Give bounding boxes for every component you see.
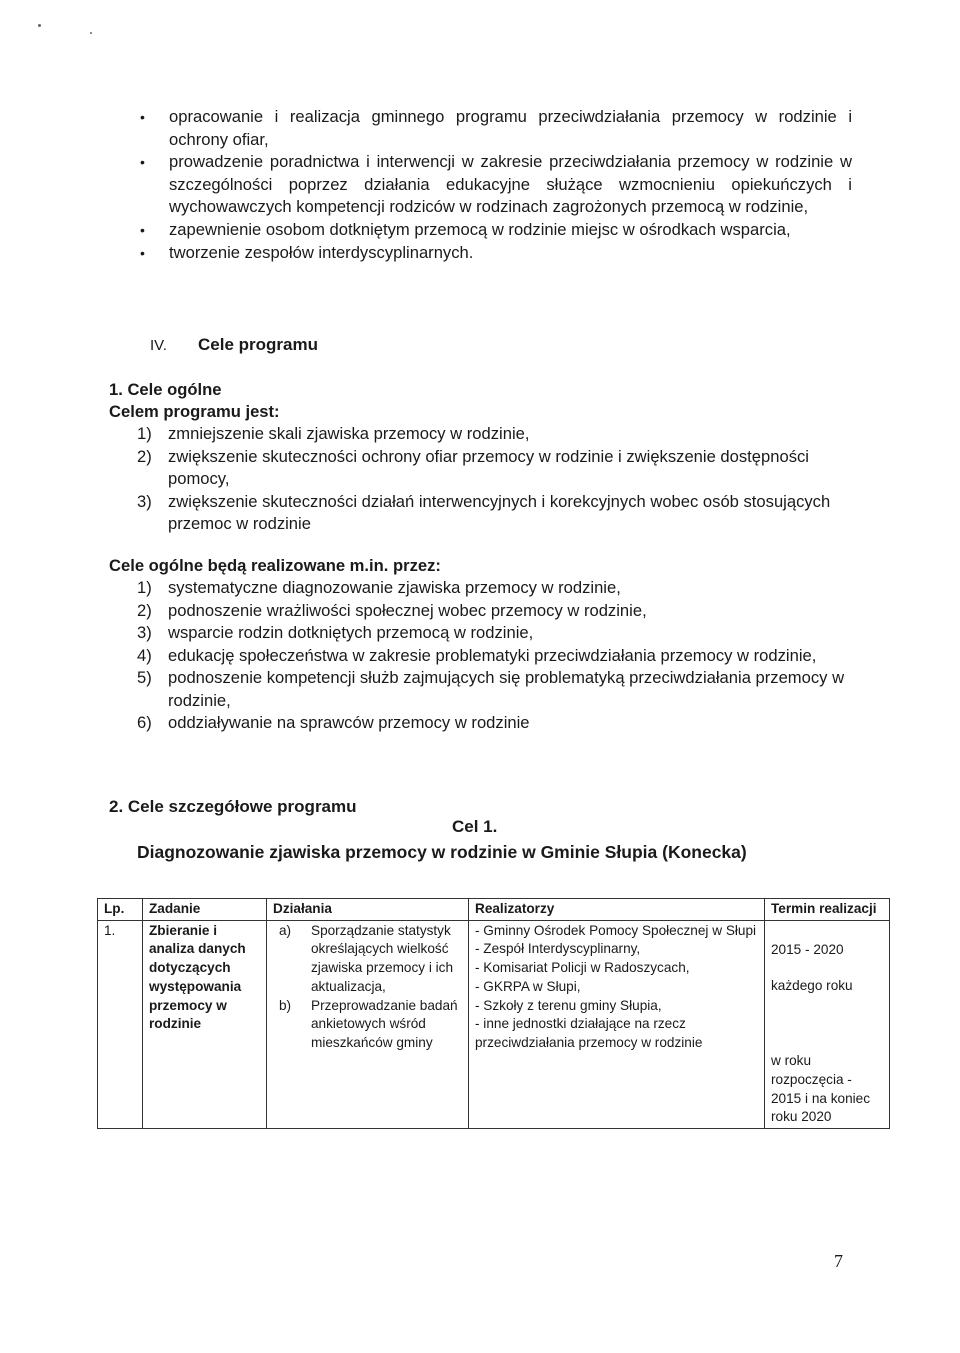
term-note: w roku rozpoczęcia - 2015 i na koniec roku 2020 xyxy=(771,1053,871,1125)
page-number: 7 xyxy=(834,1251,843,1271)
header-task: Zadanie xyxy=(143,899,267,921)
action-text: Sporządzanie statystyk określających wielkość zjawiska przemocy i ich aktualizacja, xyxy=(311,922,454,994)
executor-item: - Komisariat Policji w Radoszycach, xyxy=(475,960,690,976)
item-number: 1) xyxy=(137,424,152,443)
item-number: 5) xyxy=(137,668,152,687)
action-text: Przeprowadzanie badań ankietowych wśród mieszkańców gminy xyxy=(311,997,458,1050)
scan-speck xyxy=(38,24,41,27)
goal-title: Cel 1. xyxy=(452,817,498,836)
list-item xyxy=(109,645,849,668)
header-actions: Działania xyxy=(267,899,469,921)
item-text: zmniejszenie skali zjawiska przemocy w rodzinie, xyxy=(168,424,530,443)
cell-actions xyxy=(267,920,469,1128)
term-range: 2015 - 2020 xyxy=(771,941,844,957)
action-letter: a) xyxy=(279,922,292,938)
item-text: podnoszenie kompetencji służb zajmujących się problematyką przeciwdziałania przemocy w rodzinie, xyxy=(168,668,845,710)
executor-item: - inne jednostki działające na rzecz przeciwdziałania przemocy w rodzinie xyxy=(475,1016,703,1050)
list-item xyxy=(109,446,849,491)
executor-item: - Gminny Ośrodek Pomocy Społecznej w Słupi xyxy=(475,922,757,938)
list-item xyxy=(109,667,849,712)
header-lp: Lp. xyxy=(98,899,143,921)
bullet-item: • prowadzenie poradnictwa i interwencji w zakresie przeciwdziałania przemocy w rodzinie w szczególności poprzez działania edukacyjne służące wzmocnieniu opiekuńczych i wychowawczych kompetencji rodziców w rodzinach zagrożonych przemocą w rodzinie, xyxy=(140,151,852,219)
general-subheading: Celem programu jest: xyxy=(109,402,280,421)
executor-item: - Zespół Interdyscyplinarny, xyxy=(475,941,641,957)
section-heading xyxy=(150,335,318,355)
list-item xyxy=(109,491,849,536)
cell-term xyxy=(765,920,890,1128)
list-item xyxy=(109,600,849,623)
item-text: zwiększenie skuteczności działań interwencyjnych i korekcyjnych wobec osób stosujących przemoc w rodzinie xyxy=(168,491,831,533)
item-text: edukację społeczeństwa w zakresie problematyki przeciwdziałania przemocy w rodzinie, xyxy=(168,645,817,665)
item-text: podnoszenie wrażliwości społecznej wobec przemocy w rodzinie, xyxy=(168,600,647,620)
item-number: 2) xyxy=(137,446,152,466)
specific-heading: 2. Cele szczegółowe programu xyxy=(109,797,357,816)
general-goals xyxy=(109,379,849,536)
bullet-item: • tworzenie zespołów interdyscyplinarnych. xyxy=(140,242,852,265)
executor-item: - GKRPA w Słupi, xyxy=(475,978,581,994)
item-number: 2) xyxy=(137,600,152,620)
action-item xyxy=(273,997,462,1053)
bullet-item: • opracowanie i realizacja gminnego programu przeciwdziałania przemocy w rodzinie i ochrony ofiar, xyxy=(140,106,852,151)
cell-task: Zbieranie i analiza danych dotyczących występowania przemocy w rodzinie xyxy=(143,920,267,1128)
item-number: 3) xyxy=(137,491,152,511)
list-item xyxy=(109,423,849,446)
header-executors: Realizatorzy xyxy=(469,899,765,921)
item-text: oddziaływanie na sprawców przemocy w rodzinie xyxy=(168,713,530,732)
item-number: 6) xyxy=(137,713,152,732)
list-item xyxy=(109,577,849,600)
executor-item: - Szkoły z terenu gminy Słupia, xyxy=(475,997,662,1013)
list-item xyxy=(109,712,849,735)
header-term: Termin realizacji xyxy=(765,899,890,921)
general-heading: 1. Cele ogólne xyxy=(109,380,222,399)
table-row xyxy=(98,920,890,1128)
item-text: systematyczne diagnozowanie zjawiska przemocy w rodzinie, xyxy=(168,578,621,597)
item-number: 3) xyxy=(137,623,152,642)
item-number: 1) xyxy=(137,578,152,597)
goal-subtitle: Diagnozowanie zjawiska przemocy w rodzinie w Gminie Słupia (Konecka) xyxy=(137,842,747,862)
realized-list xyxy=(109,577,849,735)
action-item xyxy=(273,922,462,997)
item-text: zwiększenie skuteczności ochrony ofiar przemocy w rodzinie i zwiększenie dostępności pomocy, xyxy=(168,446,809,488)
term-frequency: każdego roku xyxy=(771,978,853,994)
realized-goals xyxy=(109,555,849,735)
item-number: 4) xyxy=(137,645,152,665)
goal-table xyxy=(97,898,890,1129)
list-item xyxy=(109,622,849,645)
section-title: Cele programu xyxy=(198,335,318,354)
bullet-list xyxy=(140,106,852,264)
bullet-item: • zapewnienie osobom dotkniętym przemocą w rodzinie miejsc w ośrodkach wsparcia, xyxy=(140,219,852,242)
item-text: wsparcie rodzin dotkniętych przemocą w rodzinie, xyxy=(168,623,534,642)
general-list xyxy=(109,423,849,536)
action-letter: b) xyxy=(279,997,292,1013)
cell-lp: 1. xyxy=(98,920,143,1128)
section-numeral: IV. xyxy=(150,337,167,354)
table-header-row xyxy=(98,899,890,921)
cell-executors xyxy=(469,920,765,1128)
realized-heading: Cele ogólne będą realizowane m.in. przez: xyxy=(109,556,441,575)
scan-speck xyxy=(90,32,92,34)
